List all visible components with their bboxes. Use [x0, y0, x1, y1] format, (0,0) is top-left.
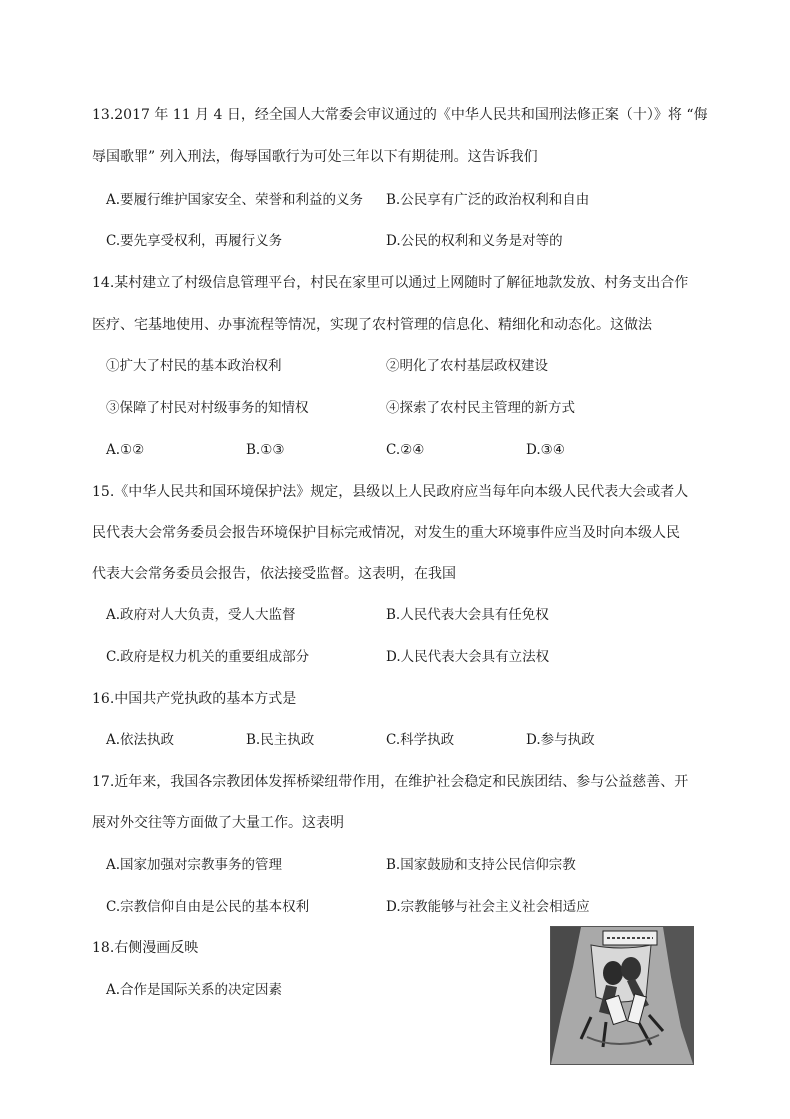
q13-option-d: D.公民的权利和义务是对等的	[386, 233, 563, 249]
q16-option-c: C.科学执政	[386, 732, 455, 748]
q14-statement-2: ②明化了农村基层政权建设	[386, 358, 548, 374]
q13-stem-line-2: 辱国歌罪” 列入刑法，侮辱国歌行为可处三年以下有期徒刑。这告诉我们	[92, 149, 538, 165]
q13-option-b: B.公民享有广泛的政治权利和自由	[386, 192, 590, 208]
q13-stem-line-1: 13.2017 年 11 月 4 日，经全国人大常委会审议通过的《中华人民共和国刑法修正案（十）》将 “侮	[92, 107, 708, 123]
q15-option-c: C.政府是权力机关的重要组成部分	[106, 649, 310, 665]
q14-option-b: B.①③	[246, 442, 285, 458]
q16-option-d: D.参与执政	[526, 732, 595, 748]
q15-stem-line-1: 15.《中华人民共和国环境保护法》规定，县级以上人民政府应当每年向本级人民代表大会或者人	[92, 484, 689, 500]
cartoon-drawing	[551, 927, 693, 1064]
cartoon-image	[550, 926, 694, 1065]
q14-statement-1: ①扩大了村民的基本政治权利	[106, 358, 282, 374]
q16-stem: 16.中国共产党执政的基本方式是	[92, 691, 297, 707]
q14-statement-4: ④探索了农村民主管理的新方式	[386, 400, 575, 416]
q14-option-c: C.②④	[386, 442, 425, 458]
q14-statement-3: ③保障了村民对村级事务的知情权	[106, 400, 309, 416]
q15-stem-line-2: 民代表大会常务委员会报告环境保护目标完戒情况，对发生的重大环境事件应当及时向本级人民	[92, 525, 680, 541]
q13-option-c: C.要先享受权利，再履行义务	[106, 233, 283, 249]
q17-stem-line-1: 17.近年来，我国各宗教团体发挥桥梁纽带作用，在维护社会稳定和民族团结、参与公益慈善、开	[92, 774, 689, 790]
q17-option-a: A.国家加强对宗教事务的管理	[106, 857, 283, 873]
q17-stem-line-2: 展对外交往等方面做了大量工作。这表明	[92, 815, 344, 831]
q16-option-a: A.依法执政	[106, 732, 175, 748]
q13-option-a: A.要履行维护国家安全、荣誉和利益的义务	[106, 192, 364, 208]
q15-stem-line-3: 代表大会常务委员会报告，依法接受监督。这表明，在我国	[92, 566, 456, 582]
q17-option-b: B.国家鼓励和支持公民信仰宗教	[386, 857, 576, 873]
q17-option-d: D.宗教能够与社会主义社会相适应	[386, 899, 590, 915]
q18-option-a: A.合作是国际关系的决定因素	[106, 982, 283, 998]
q15-option-a: A.政府对人大负责，受人大监督	[106, 607, 296, 623]
q14-stem-line-1: 14.某村建立了村级信息管理平台，村民在家里可以通过上网随时了解征地款发放、村务支出合作	[92, 275, 689, 291]
q15-option-b: B.人民代表大会具有任免权	[386, 607, 549, 623]
q14-stem-line-2: 医疗、宅基地使用、办事流程等情况，实现了农村管理的信息化、精细化和动态化。这做法	[92, 317, 652, 333]
q18-stem: 18.右侧漫画反映	[92, 940, 199, 956]
q14-option-d: D.③④	[526, 442, 565, 458]
q15-option-d: D.人民代表大会具有立法权	[386, 649, 550, 665]
q17-option-c: C.宗教信仰自由是公民的基本权利	[106, 899, 310, 915]
q16-option-b: B.民主执政	[246, 732, 315, 748]
q14-option-a: A.①②	[106, 442, 145, 458]
